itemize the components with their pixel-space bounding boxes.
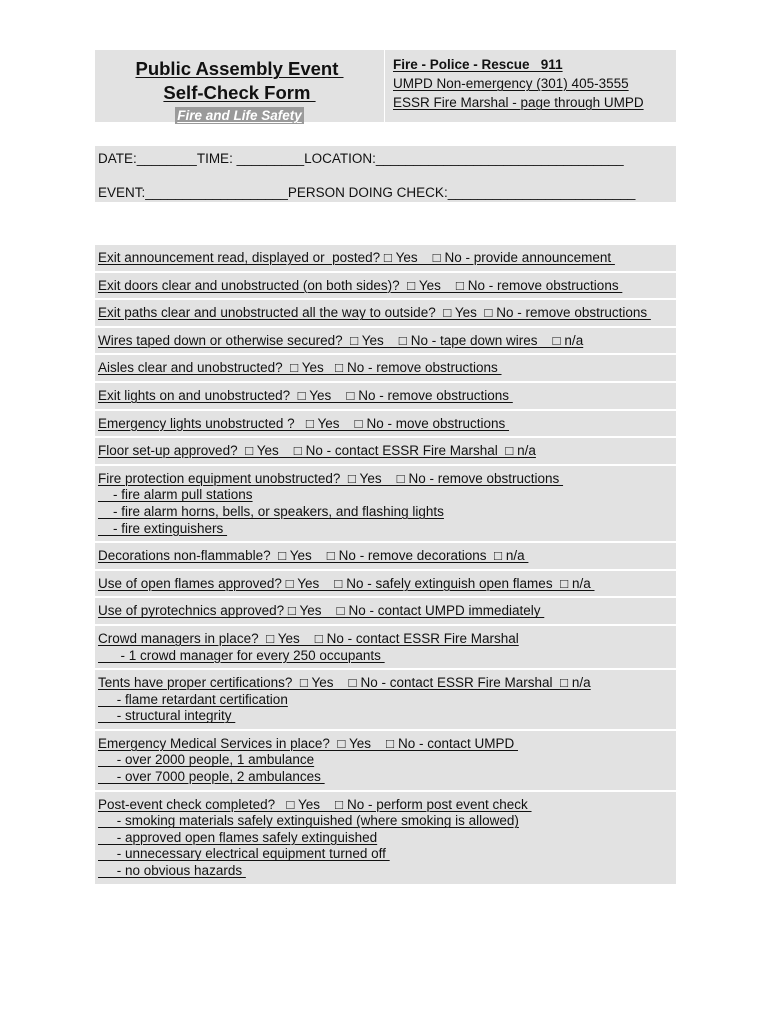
checklist-item[interactable] xyxy=(95,543,676,569)
checklist-question: Exit paths clear and unobstructed all the way to outside? □ Yes □ No - remove obstructions xyxy=(98,305,651,321)
form-title-line2: Self-Check Form xyxy=(163,82,316,103)
event-person-field[interactable]: EVENT:___________________PERSON DOING CHECK:_________________________ xyxy=(98,185,636,200)
checklist-item[interactable] xyxy=(95,466,676,541)
safety-checklist xyxy=(95,245,676,886)
checklist-item[interactable] xyxy=(95,273,676,299)
checklist-question: Floor set-up approved? □ Yes □ No - contact ESSR Fire Marshal □ n/a xyxy=(98,443,536,459)
checklist-item[interactable] xyxy=(95,300,676,326)
checklist-subitem: - 1 crowd manager for every 250 occupants xyxy=(98,647,385,663)
checklist-subitem: - fire alarm horns, bells, or speakers, and flashing lights xyxy=(98,503,444,519)
checklist-question: Tents have proper certifications? □ Yes □ No - contact ESSR Fire Marshal □ n/a xyxy=(98,675,591,691)
checklist-question: Wires taped down or otherwise secured? □ Yes □ No - tape down wires □ n/a xyxy=(98,332,584,348)
checklist-question: Decorations non-flammable? □ Yes □ No - remove decorations □ n/a xyxy=(98,548,529,564)
checklist-item[interactable] xyxy=(95,731,676,790)
checklist-item[interactable] xyxy=(95,670,676,729)
checklist-question: Exit lights on and unobstructed? □ Yes □ No - remove obstructions xyxy=(98,387,513,403)
checklist-item[interactable] xyxy=(95,438,676,464)
checklist-item[interactable] xyxy=(95,245,676,271)
checklist-item[interactable] xyxy=(95,792,676,884)
checklist-item[interactable] xyxy=(95,328,676,354)
checklist-subitem: - fire extinguishers xyxy=(98,520,228,536)
form-header xyxy=(95,50,676,122)
checklist-subitem: - flame retardant certification xyxy=(98,691,288,707)
checklist-question: Use of open flames approved? □ Yes □ No - safely extinguish open flames □ n/a xyxy=(98,575,595,591)
checklist-question: Emergency lights unobstructed ? □ Yes □ No - move obstructions xyxy=(98,415,510,431)
checklist-subitem: - approved open flames safely extinguished xyxy=(98,829,378,845)
checklist-item[interactable] xyxy=(95,355,676,381)
checklist-question: Aisles clear and unobstructed? □ Yes □ No - remove obstructions xyxy=(98,360,502,376)
date-time-location-field[interactable]: DATE:________TIME: _________LOCATION:_________________________________ xyxy=(98,151,624,166)
checklist-item[interactable] xyxy=(95,571,676,597)
form-title-line1: Public Assembly Event xyxy=(135,58,344,79)
checklist-item[interactable] xyxy=(95,626,676,668)
checklist-question: Exit doors clear and unobstructed (on both sides)? □ Yes □ No - remove obstructions xyxy=(98,277,623,293)
contact-line-essr: ESSR Fire Marshal - page through UMPD xyxy=(393,95,644,110)
checklist-question: Post-event check completed? □ Yes □ No - perform post event check xyxy=(98,796,532,812)
checklist-subitem: - structural integrity xyxy=(98,708,236,724)
checklist-question: Exit announcement read, displayed or posted? □ Yes □ No - provide announcement xyxy=(98,250,615,265)
checklist-subitem: - over 7000 people, 2 ambulances xyxy=(98,769,325,785)
checklist-item[interactable] xyxy=(95,383,676,409)
contact-line-emergency: Fire - Police - Rescue 911 xyxy=(393,57,563,72)
form-subtitle: Fire and Life Safety xyxy=(177,108,302,123)
contact-line-umpd: UMPD Non-emergency (301) 405-3555 xyxy=(393,76,629,91)
checklist-subitem: - smoking materials safely extinguished (where smoking is allowed) xyxy=(98,813,519,829)
checklist-subitem: - fire alarm pull stations xyxy=(98,487,253,503)
checklist-subitem: - no obvious hazards xyxy=(98,863,246,879)
form-title-block xyxy=(95,50,385,122)
checklist-subitem: - unnecessary electrical equipment turned off xyxy=(98,846,390,862)
checklist-question: Fire protection equipment unobstructed? □ Yes □ No - remove obstructions xyxy=(98,470,564,486)
checklist-subitem: - over 2000 people, 1 ambulance xyxy=(98,752,315,768)
checklist-question: Emergency Medical Services in place? □ Yes □ No - contact UMPD xyxy=(98,735,518,751)
checklist-item[interactable] xyxy=(95,411,676,437)
emergency-contacts xyxy=(385,50,644,122)
checklist-question: Use of pyrotechnics approved? □ Yes □ No - contact UMPD immediately xyxy=(98,603,545,619)
checklist-item[interactable] xyxy=(95,598,676,624)
event-info-block xyxy=(95,146,676,202)
checklist-question: Crowd managers in place? □ Yes □ No - contact ESSR Fire Marshal xyxy=(98,630,519,646)
